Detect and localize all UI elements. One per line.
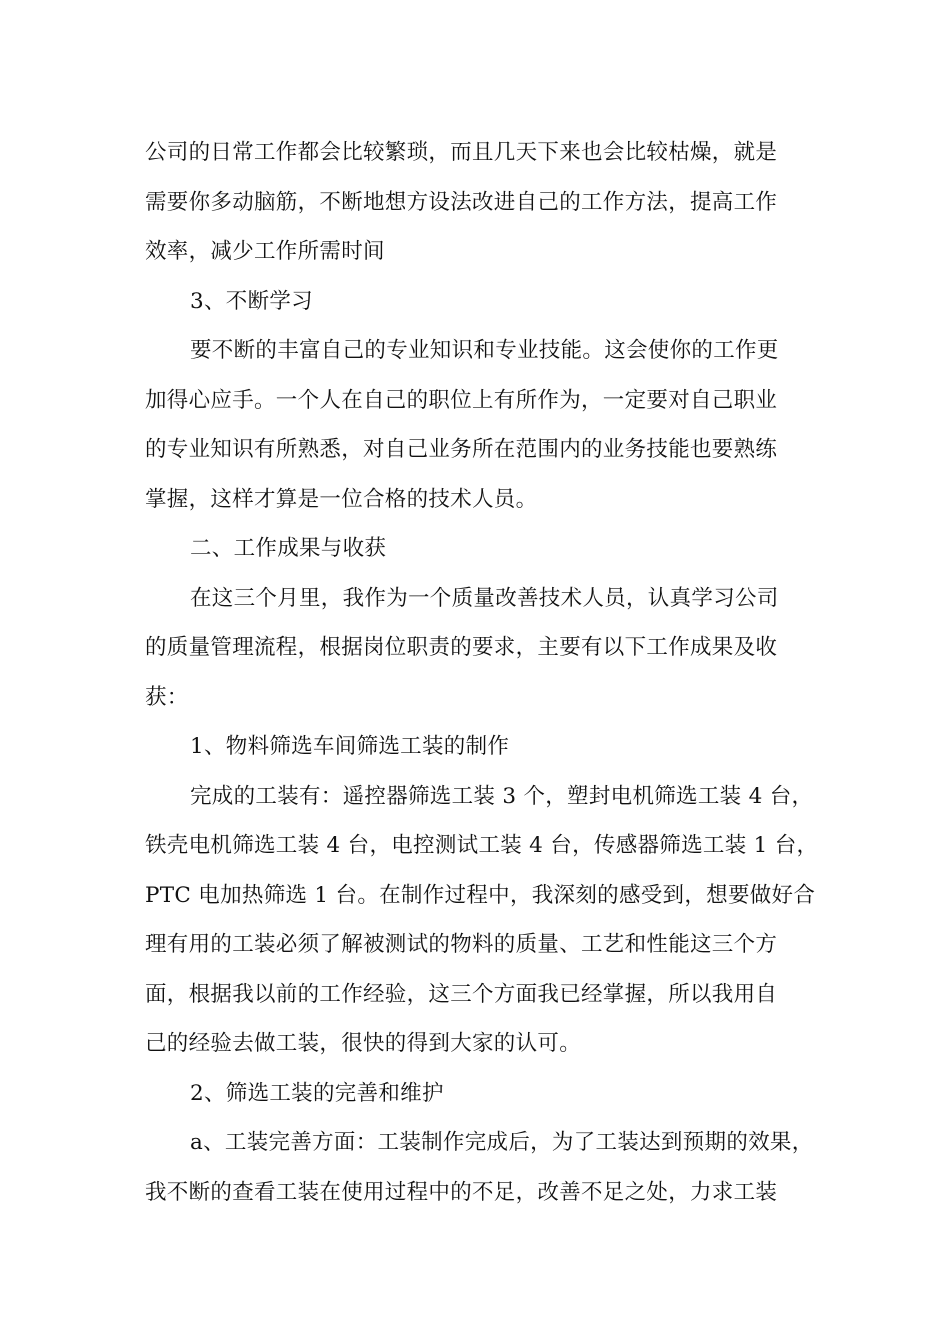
body-line: 获： xyxy=(145,684,189,710)
body-line: 理有用的工装必须了解被测试的物料的质量、工艺和性能这三个方 xyxy=(145,932,778,957)
body-line: 在这三个月里，我作为一个质量改善技术人员，认真学习公司 xyxy=(190,585,779,611)
body-line: a、工装完善方面：工装制作完成后，为了工装达到预期的效果， xyxy=(190,1130,814,1155)
body-line: 铁壳电机筛选工装 4 台，电控测试工装 4 台，传感器筛选工装 1 台， xyxy=(145,833,819,858)
section-heading: 二、工作成果与收获 xyxy=(190,536,387,561)
body-line: 需要你多动脑筋，不断地想方设法改进自己的工作方法，提高工作 xyxy=(145,189,778,215)
section-heading: 2、筛选工装的完善和维护 xyxy=(190,1080,444,1106)
document-body xyxy=(145,128,819,1217)
body-line: 己的经验去做工装，很快的得到大家的认可。 xyxy=(145,1031,582,1056)
body-line: 公司的日常工作都会比较繁琐，而且几天下来也会比较枯燥，就是 xyxy=(145,140,778,165)
body-line: 的质量管理流程，根据岗位职责的要求，主要有以下工作成果及收 xyxy=(145,635,778,660)
body-line: 我不断的查看工装在使用过程中的不足，改善不足之处，力求工装 xyxy=(145,1179,778,1205)
body-line: 掌握，这样才算是一位合格的技术人员。 xyxy=(145,486,538,512)
body-line: 的专业知识有所熟悉，对自己业务所在范围内的业务技能也要熟练 xyxy=(145,437,778,462)
body-line: 完成的工装有：遥控器筛选工装 3 个，塑封电机筛选工装 4 台， xyxy=(190,783,814,809)
body-line: 要不断的丰富自己的专业知识和专业技能。这会使你的工作更 xyxy=(190,338,779,363)
section-heading: 1、物料筛选车间筛选工装的制作 xyxy=(190,734,510,759)
body-line: 加得心应手。一个人在自己的职位上有所作为，一定要对自己职业 xyxy=(145,387,778,413)
body-line: 效率，减少工作所需时间 xyxy=(145,239,385,264)
section-heading: 3、不断学习 xyxy=(190,288,313,314)
body-line: 面，根据我以前的工作经验，这三个方面我已经掌握，所以我用自 xyxy=(145,981,778,1007)
body-line: PTC 电加热筛选 1 台。在制作过程中，我深刻的感受到，想要做好合 xyxy=(145,882,816,908)
